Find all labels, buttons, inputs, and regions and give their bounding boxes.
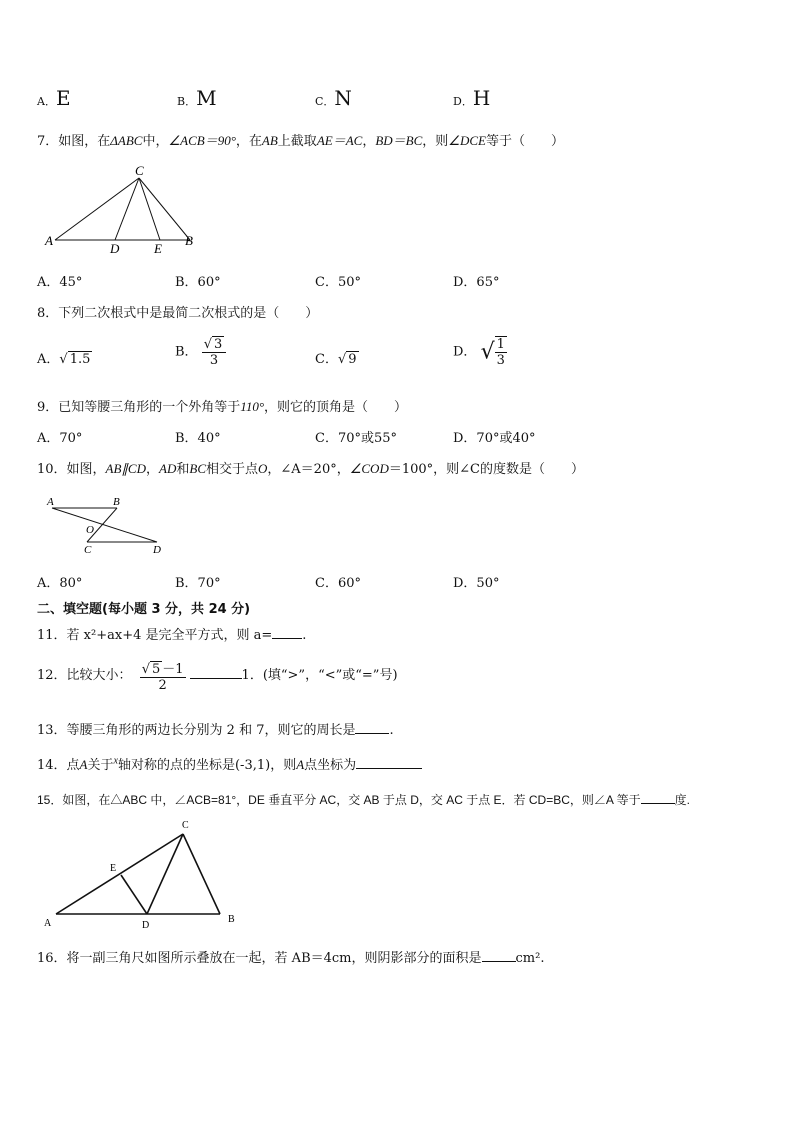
q12-question: 12．比较大小： $\frac{√ 5 -1}{2}$ 1．(填“>”，“<”或“=”号) bbox=[37, 658, 398, 693]
q8-question: 8．下列二次根式中是最简二次根式的是（ ） bbox=[37, 306, 319, 321]
q13-question: 13．等腰三角形的两边长分别为 2 和 7，则它的周长是 . bbox=[37, 723, 394, 738]
q15-label-c: C bbox=[182, 820, 189, 831]
q15-figure bbox=[42, 816, 242, 928]
q10-label-b: B bbox=[113, 496, 120, 508]
q7-label-d: D bbox=[110, 241, 120, 256]
q6-option-c: C．N bbox=[315, 86, 352, 110]
q7-label-e: E bbox=[154, 241, 162, 256]
q7-option-b: B．60° bbox=[175, 275, 221, 290]
q15-label-a: A bbox=[44, 918, 52, 928]
q6-option-d: D．H bbox=[453, 86, 491, 110]
q10-option-c: C．60° bbox=[315, 576, 361, 591]
q10-option-a: A．80° bbox=[37, 576, 83, 591]
q10-label-c: C bbox=[84, 544, 92, 556]
q10-label-a: A bbox=[47, 496, 54, 508]
q10-option-d: D．50° bbox=[453, 576, 500, 591]
q14-question: 14．点A关于$^x$轴对称的点的坐标是(-3,1)，则A点坐标为 bbox=[37, 754, 422, 773]
q6-option-b: B．M bbox=[177, 86, 217, 110]
q15-label-d: D bbox=[142, 920, 150, 928]
q9-option-d: D．70°或40° bbox=[453, 431, 536, 446]
q9-option-c: C．70°或55° bbox=[315, 431, 398, 446]
q8-option-b: B． $\frac{√ 3}{3}$ bbox=[175, 336, 226, 368]
q13-blank[interactable] bbox=[355, 721, 389, 734]
q7-question: 7．如图，在ΔABC中，∠ACB＝90°，在AB上截取AE＝AC，BD＝BC，则∠DCE等于（ ） bbox=[37, 133, 564, 149]
q8-option-d: D． √ $\frac{1}{3}$ bbox=[453, 337, 505, 368]
q7-option-a: A．45° bbox=[37, 275, 83, 290]
q10-option-b: B．70° bbox=[175, 576, 221, 591]
q11-blank[interactable] bbox=[272, 626, 302, 639]
q9-question: 9．已知等腰三角形的一个外角等于110°，则它的顶角是（ ） bbox=[37, 399, 408, 415]
q16-question: 16．将一副三角尺如图所示叠放在一起，若 AB＝4cm，则阴影部分的面积是 cm². bbox=[37, 951, 545, 966]
q10-label-d: D bbox=[153, 544, 161, 556]
q9-option-b: B．40° bbox=[175, 431, 221, 446]
q7-label-b: B bbox=[185, 233, 193, 248]
q10-question: 10．如图，AB∥CD，AD和BC相交于点O，∠A＝20°，∠COD＝100°，则∠C的度数是（ ） bbox=[37, 461, 584, 477]
q15-question: 15．如图，在△ABC 中，∠ACB=81°，DE 垂直平分 AC，交 AB 于点 D，交 AC 于点 E．若 CD=BC，则∠A 等于 度. bbox=[37, 793, 690, 807]
q7-figure bbox=[40, 160, 210, 260]
q10-figure bbox=[42, 492, 172, 562]
q7-option-c: C．50° bbox=[315, 275, 361, 290]
q8-option-c: C．√ 9 bbox=[315, 352, 357, 367]
q15-label-b: B bbox=[228, 914, 235, 925]
q8-option-a: A．√ 1.5 bbox=[37, 352, 91, 367]
q11-question: 11．若 x²+ax+4 是完全平方式，则 a= . bbox=[37, 628, 307, 643]
q15-blank[interactable] bbox=[641, 791, 675, 804]
q9-option-a: A．70° bbox=[37, 431, 83, 446]
q7-label-c: C bbox=[135, 163, 144, 178]
q12-blank[interactable] bbox=[190, 666, 242, 679]
q6-option-a: A．E bbox=[37, 86, 71, 110]
q10-label-o: O bbox=[86, 524, 94, 536]
section-heading-fill-in: 二、填空题(每小题 3 分，共 24 分) bbox=[37, 602, 251, 617]
q7-option-d: D．65° bbox=[453, 275, 500, 290]
q14-blank[interactable] bbox=[356, 756, 422, 769]
q7-label-a: A bbox=[45, 233, 53, 248]
q16-blank[interactable] bbox=[482, 949, 516, 962]
q15-label-e: E bbox=[110, 863, 117, 874]
